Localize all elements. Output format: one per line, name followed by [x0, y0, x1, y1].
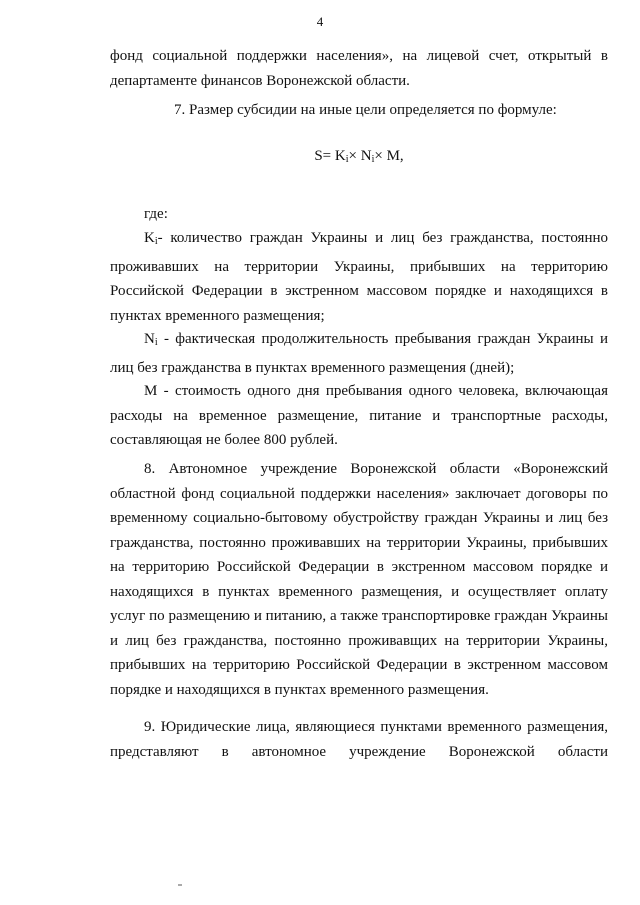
formula-n-subscript: i — [371, 154, 375, 165]
formula — [110, 148, 608, 165]
definition-k-text: - количество граждан Украины и лиц без гражданства, постоянно проживавших на территории Украины, прибывших на территорию Российской Федерации в экстренном массовом порядке и находящихся в пунктах временного размещения; — [110, 230, 608, 324]
paragraph-8: 8. Автономное учреждение Воронежской области «Воронежский областной фонд социальной поддержки населения» заключает договоры по временному социально-бытовому обустройству граждан Украины и лиц без гражданства, постоянно проживавших на территории Украины, прибывших на территорию Российской Федерации в экстренном массовом порядке и находящихся в пунктах временного размещения, и осуществляет оплату услуг по размещению и питанию, а также транспортировке граждан Украины и лиц без гражданства, постоянно проживавщих на территории Украины, прибывших на территорию Российской Федерации в экстренном массовом порядке и находящихся в пунктах временного размещения. — [110, 461, 608, 698]
formula-times-1: × — [348, 148, 357, 164]
page-number: 4 — [316, 14, 324, 29]
formula-lhs: S= — [314, 148, 332, 164]
paragraph-continuation: фонд социальной поддержки населения», на лицевой счет, открытый в департаменте финансов Воронежской области. — [110, 48, 608, 89]
formula-n: N — [360, 148, 372, 164]
definition-n-text: - фактическая продолжительность пребывания граждан Украины и лиц без гражданства в пунктах временного размещения (дней); — [110, 331, 608, 376]
definition-n — [110, 327, 608, 380]
symbol-k: K — [144, 230, 155, 246]
where-label: где: — [144, 206, 168, 222]
definition-k — [110, 226, 608, 328]
formula-m: M, — [386, 148, 404, 164]
formula-times-2: × — [374, 148, 383, 164]
symbol-k-subscript: i — [154, 236, 158, 247]
paragraph-7: 7. Размер субсидии на иные цели определяется по формуле: — [174, 102, 557, 118]
formula-k-subscript: i — [345, 154, 349, 165]
definition-m: М - стоимость одного дня пребывания одного человека, включающая расходы на временное размещение, питание и транспортные расходы, составляющая не более 800 рублей. — [110, 383, 608, 448]
paragraph-9: 9. Юридические лица, являющиеся пунктами временного размещения, представляют в автономное учреждение Воронежской области — [110, 719, 608, 760]
formula-k: K — [334, 148, 346, 164]
symbol-n-subscript: i — [154, 337, 158, 348]
symbol-n: N — [144, 331, 155, 347]
scan-mark — [178, 884, 182, 886]
